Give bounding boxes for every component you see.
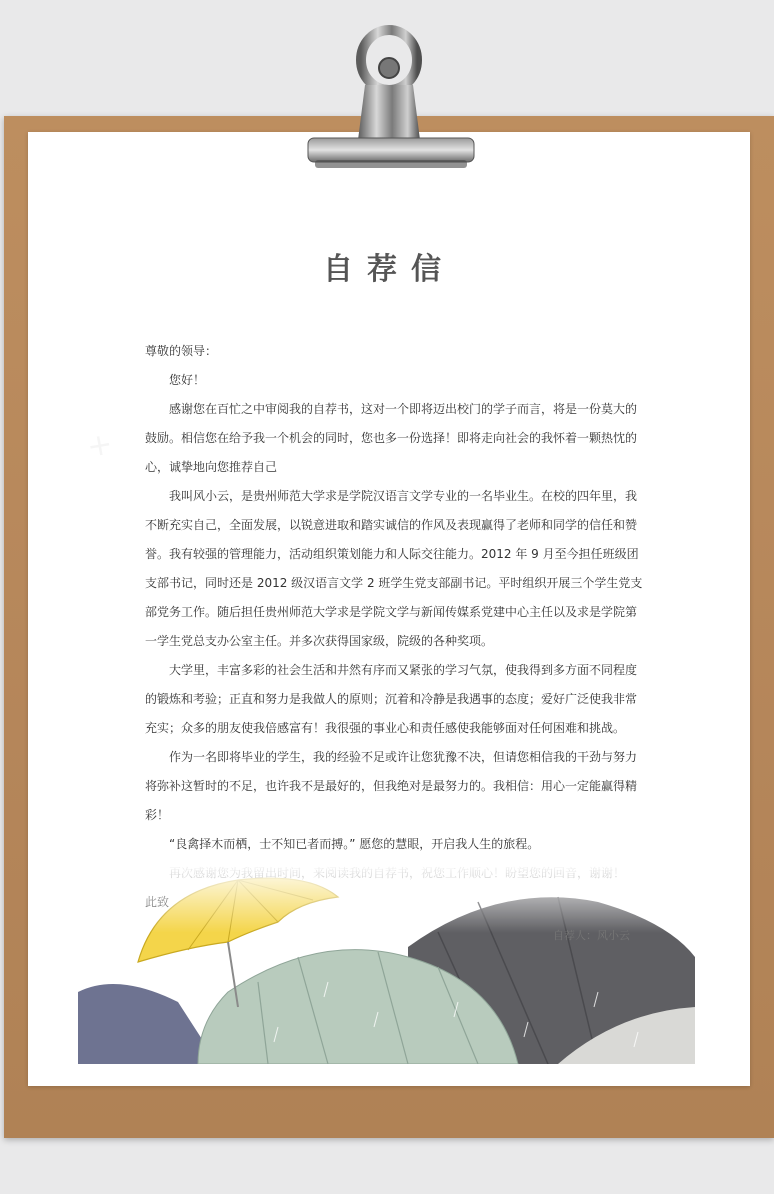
letter-title: 自荐信 <box>323 252 455 287</box>
paragraph-3: 大学里，丰富多彩的社会生活和井然有序而又紧张的学习气氛，使我得到多方面不同程度的锻炼和考验；正直和努力是我做人的原则；沉着和冷静是我遇事的态度；爱好广泛使我非常充实；众多的朋友使我倍感富有！我很强的事业心和责任感使我能够面对任何困难和挑战。 <box>145 663 638 735</box>
paragraph-2: 我叫风小云，是贵州师范大学求是学院汉语言文学专业的一名毕业生。在校的四年里，我不断充实自己，全面发展，以锐意进取和踏实诚信的作风及表现赢得了老师和同学的信任和赞誉。我有较强的管理能力，活动组织策划能力和人际交往能力。2012 年 9 月至今担任班级团支部书记，同时还是 2012 级汉语言文学 2 班学生党支部副书记。平时组织开展三个学生党支部党务工作。随后担任贵州师范大学求是学院文学与新闻传媒系党建中心主任以及求是学院第一学生党总支办公室主任。并多次获得国家级，院级的各种奖项。 <box>145 489 643 648</box>
letter-body <box>145 337 645 946</box>
paragraph-1: 感谢您在百忙之中审阅我的自荐书，这对一个即将迈出校门的学子而言，将是一份莫大的鼓励。相信您在给予我一个机会的同时，您也多一份选择！即将走向社会的我怀着一颗热忱的心，诚挚地向您推荐自己 <box>145 402 638 474</box>
umbrella-illustration <box>78 862 695 1064</box>
paragraph-4: 作为一名即将毕业的学生，我的经验不足或许让您犹豫不决，但请您相信我的干劲与努力将弥补这暂时的不足，也许我不是最好的，但我绝对是最努力的。我相信：用心一定能赢得精彩！ <box>145 750 638 822</box>
paragraph-5: “良禽择木而栖，士不知已者而搏。” 愿您的慧眼，开启我人生的旅程。 <box>169 837 540 851</box>
letter-paper <box>28 132 750 1086</box>
signature: 自荐人：风小云 <box>553 929 630 942</box>
salutation: 尊敬的领导： <box>145 344 218 358</box>
greeting: 您好！ <box>169 373 206 387</box>
watermark <box>81 428 116 465</box>
